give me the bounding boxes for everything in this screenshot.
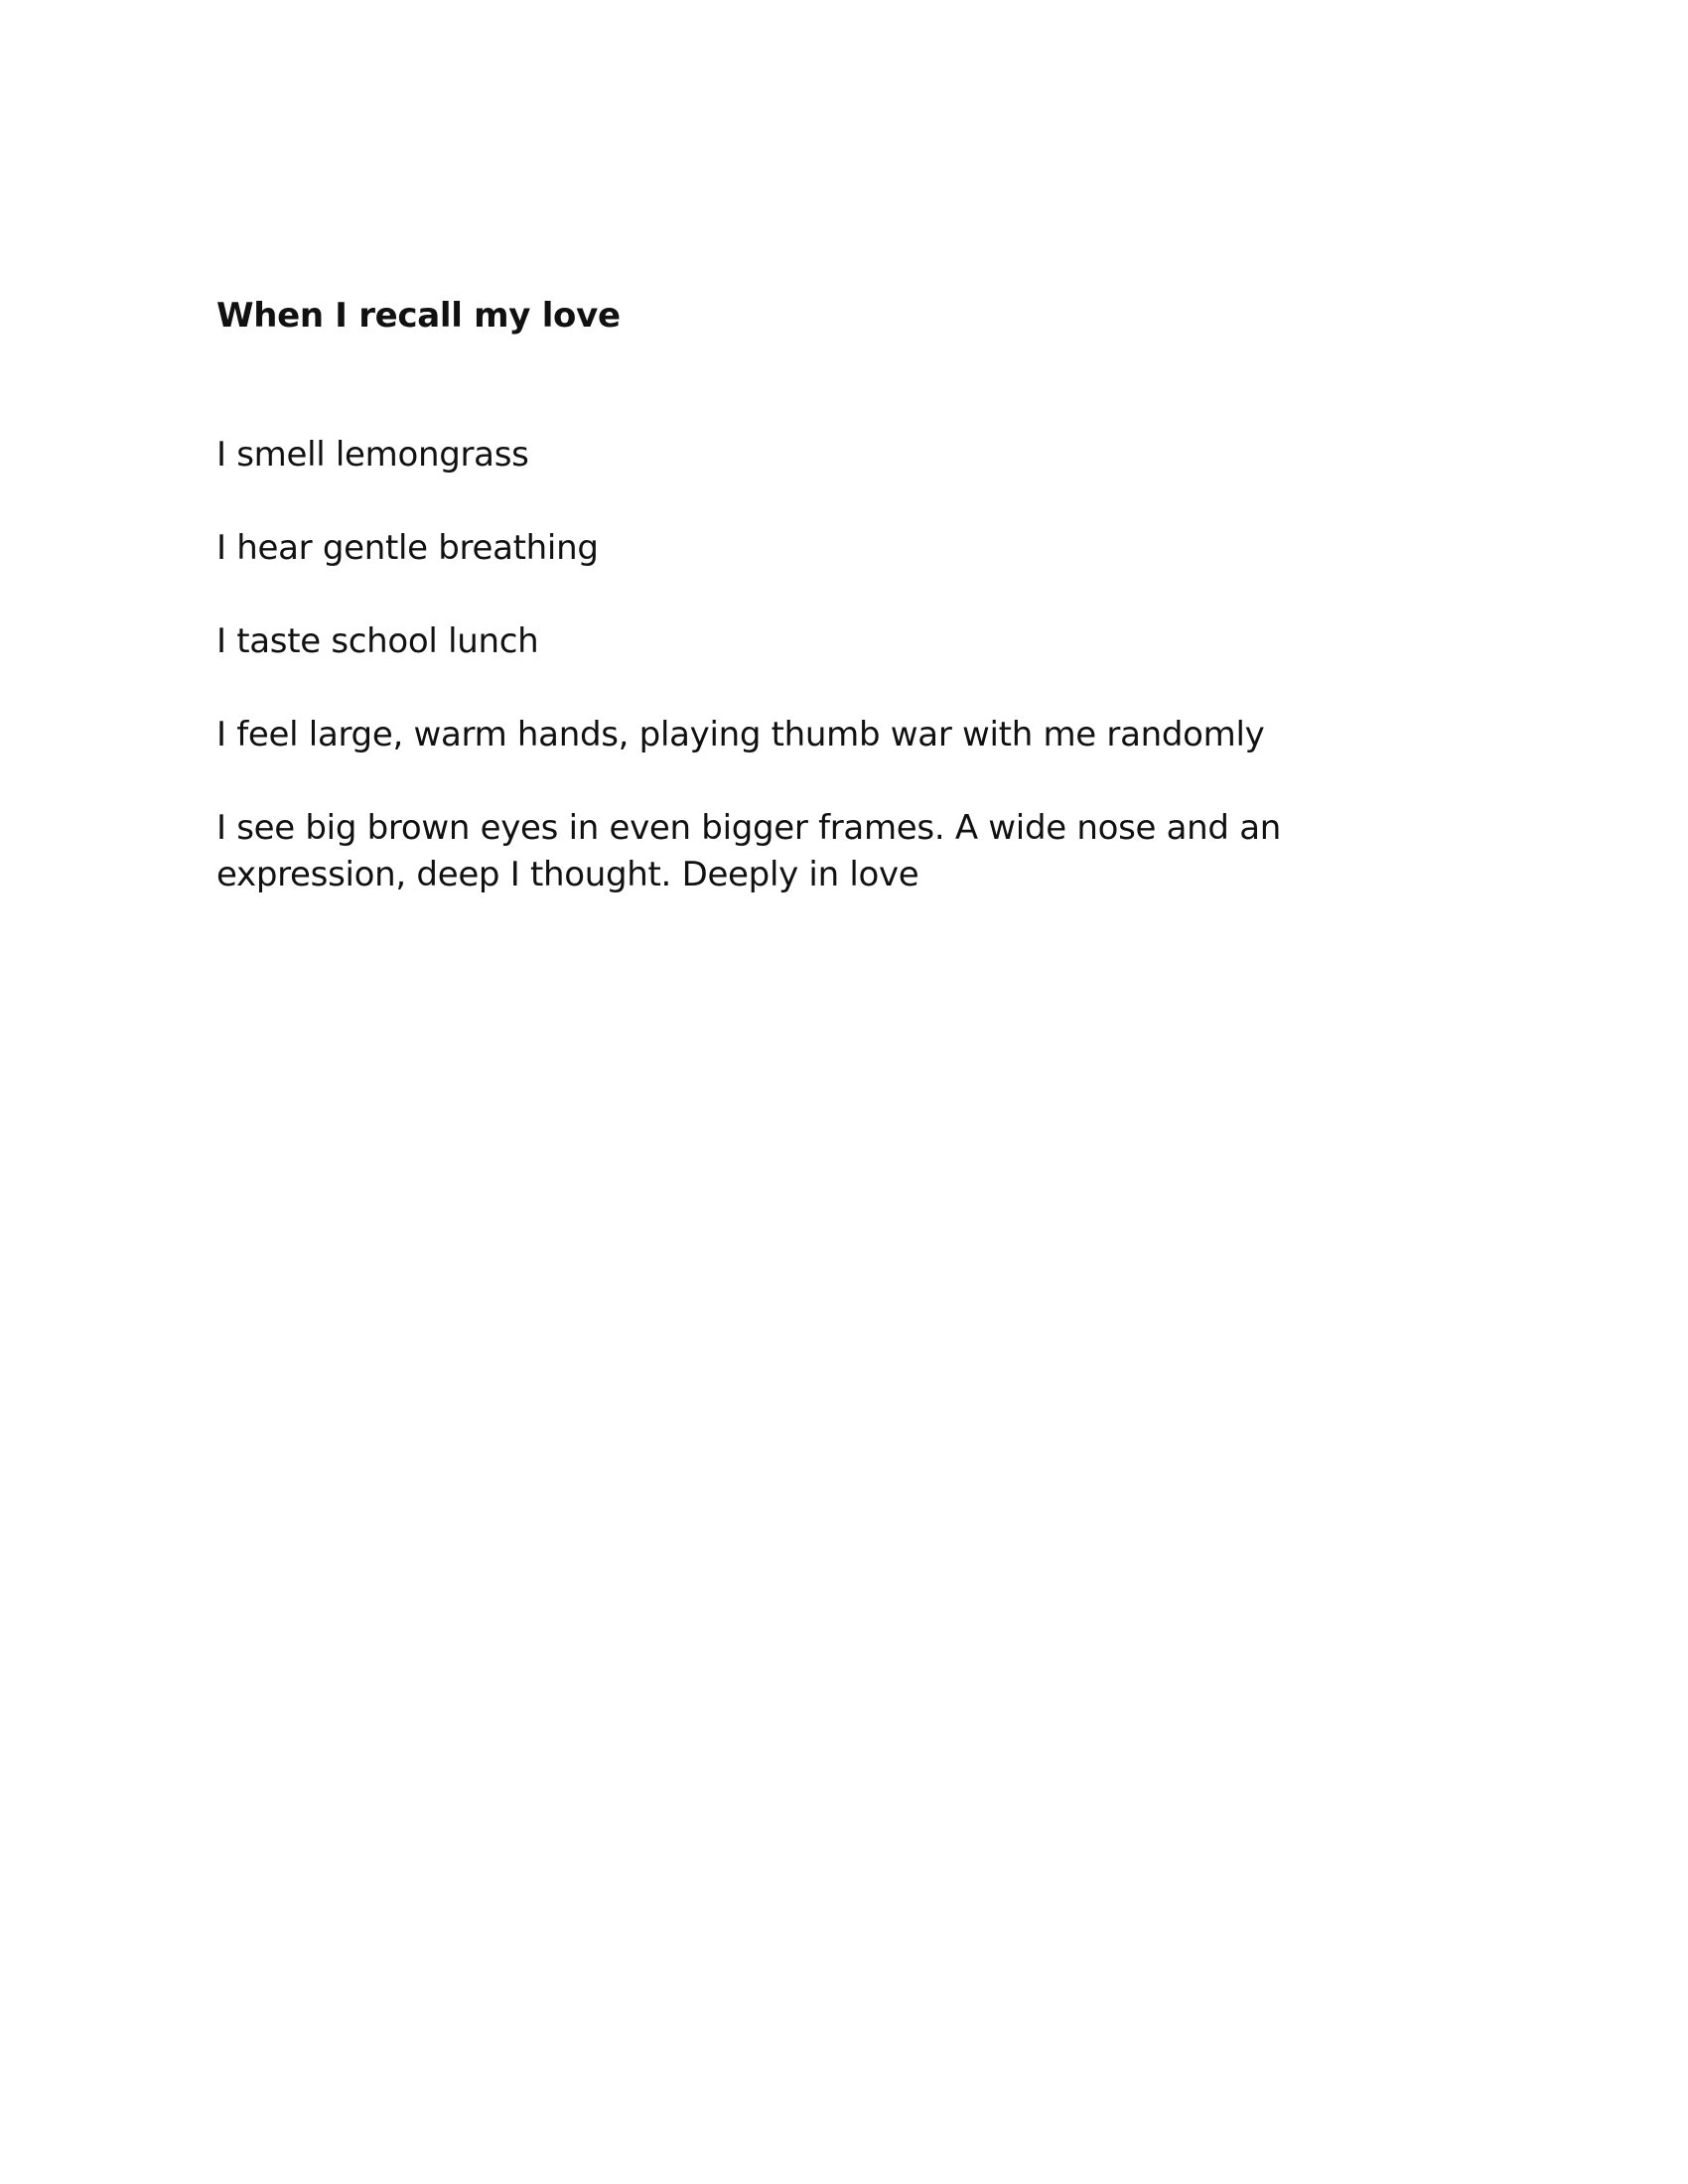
poem [216,293,1477,945]
poem-body [216,432,1477,898]
poem-line-feel: I feel large, warm hands, playing thumb war with me randomly [216,715,1265,754]
poem-title: When I recall my love [216,296,621,336]
poem-line-see: I see big brown eyes in even bigger frames. A wide nose and an expression, deep I thought. Deeply in love [216,808,1282,894]
poem-line-smell: I smell lemongrass [216,435,529,475]
poem-line-taste: I taste school lunch [216,621,539,661]
poem-line-hear: I hear gentle breathing [216,528,599,568]
